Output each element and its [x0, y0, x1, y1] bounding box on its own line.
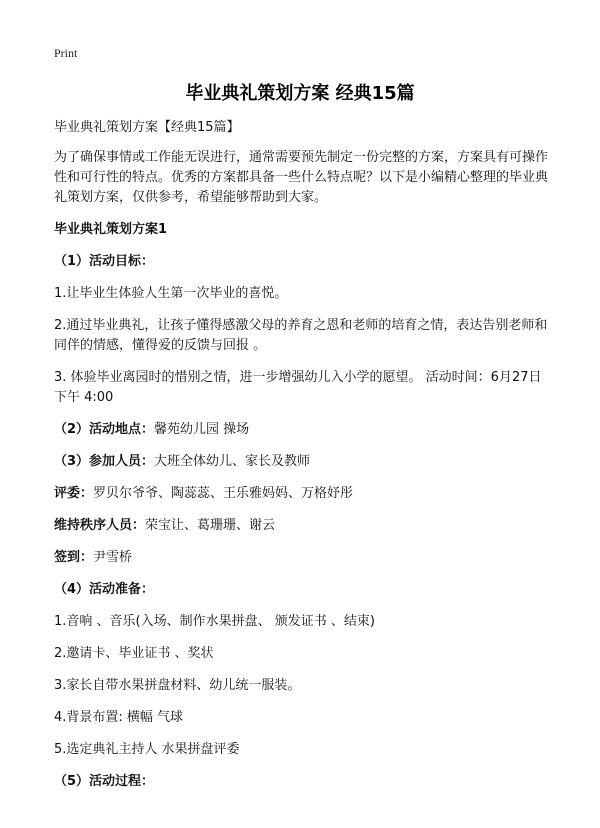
goal-item: 1.让毕业生体验人生第一次毕业的喜悦。: [54, 286, 288, 301]
document-subtitle: 毕业典礼策划方案【经典15篇】: [54, 120, 240, 135]
document-title: 毕业典礼策划方案 经典15篇: [185, 83, 415, 104]
goal-item: 2.通过毕业典礼，让孩子懂得感激父母的养育之恩和老师的培育之情，表达告别老师和同伴的情感，懂得爱的反馈与回报 。: [54, 318, 548, 353]
prep-item: 2.邀请卡、毕业证书 、奖状: [54, 646, 214, 661]
signin-line: [54, 548, 554, 568]
judges-value: 罗贝尔爷爷、陶蕊蕊、王乐雅妈妈、万格妤彤: [93, 486, 354, 501]
process-heading: （5）活动过程：: [54, 774, 155, 789]
judges-line: [54, 484, 554, 504]
participants-line: [54, 452, 554, 472]
print-label: Print: [54, 46, 78, 60]
order-staff-label: 维持秩序人员：: [54, 518, 146, 533]
signin-value: 尹雪桥: [93, 550, 133, 565]
goal-heading: （1）活动目标：: [54, 254, 155, 269]
document-body: [54, 118, 554, 804]
order-staff-value: 荣宝让、葛珊珊、谢云: [145, 518, 276, 533]
intro-paragraph: 为了确保事情或工作能无误进行，通常需要预先制定一份完整的方案，方案具有可操作性和可行性的特点。优秀的方案都具备一些什么特点呢？以下是小编精心整理的毕业典礼策划方案，仅供参考，希望能够帮助到大家。: [54, 150, 549, 205]
location-line: [54, 420, 554, 440]
signin-label: 签到：: [54, 550, 94, 565]
prep-heading: （4）活动准备：: [54, 582, 155, 597]
participants-value: 大班全体幼儿、家长及教师: [154, 454, 311, 469]
judges-label: 评委：: [54, 486, 94, 501]
participants-label: （3）参加人员：: [54, 454, 155, 469]
section-title: 毕业典礼策划方案1: [54, 222, 168, 237]
prep-item: 3.家长自带水果拼盘材料、幼儿统一服装。: [54, 678, 301, 693]
prep-item: 5.选定典礼主持人 水果拼盘评委: [54, 742, 240, 757]
location-value: 馨苑幼儿园 操场: [154, 422, 250, 437]
order-staff-line: [54, 516, 554, 536]
location-label: （2）活动地点：: [54, 422, 155, 437]
prep-item: 1.音响 、音乐(入场、制作水果拼盘、 颁发证书 、结束): [54, 614, 375, 629]
goal-item: 3. 体验毕业离园时的惜别之情，进一步增强幼儿入小学的愿望。 活动时间：6月27日下午 4:00: [54, 370, 542, 405]
prep-item: 4.背景布置: 横幅 气球: [54, 710, 184, 725]
